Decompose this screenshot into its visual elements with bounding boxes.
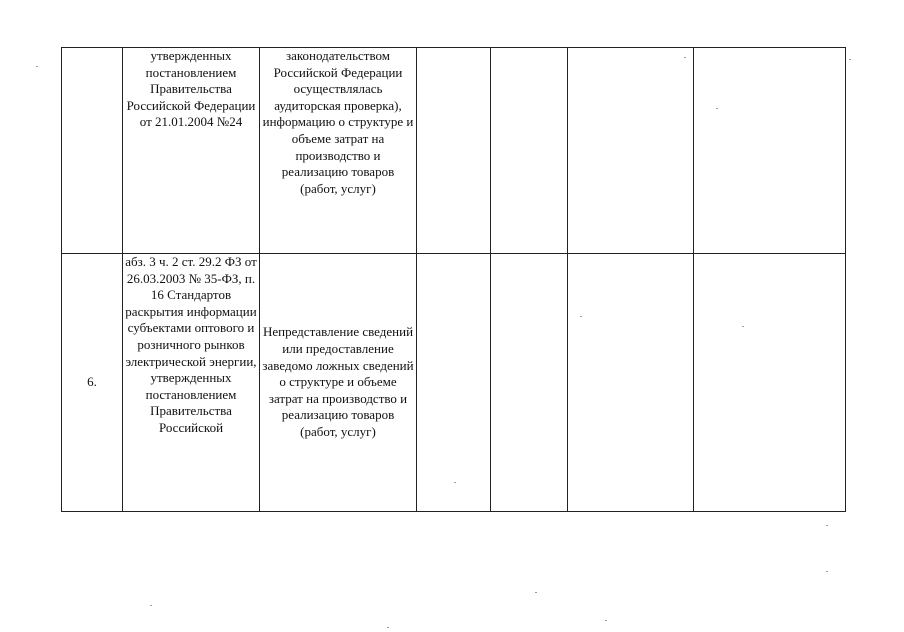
scan-speck	[742, 326, 744, 327]
legal-basis-cell	[123, 48, 260, 254]
empty-cell-4	[417, 48, 491, 254]
scan-speck	[580, 316, 582, 317]
empty-cell-6	[568, 48, 694, 254]
scan-speck	[716, 108, 718, 109]
scan-speck	[826, 571, 828, 572]
row-number: 6.	[87, 374, 97, 390]
empty-cell-5	[491, 254, 568, 512]
table-row	[62, 48, 846, 254]
violation-cell	[260, 48, 417, 254]
violation-text: Непредставление сведений или предоставление заведомо ложных сведений о структуре и объеме затрат на производство и реализацию товаров (работ, услуг)	[262, 324, 414, 439]
scan-speck	[535, 592, 537, 593]
legal-basis-text: утвержденных постановлением Правительства Российской Федерации от 21.01.2004 №24	[126, 48, 256, 130]
scan-speck	[387, 627, 389, 628]
scan-speck	[826, 525, 828, 526]
empty-cell-5	[491, 48, 568, 254]
empty-cell-6	[568, 254, 694, 512]
violation-cell	[260, 254, 417, 512]
scan-speck	[684, 57, 686, 58]
violations-table	[61, 47, 846, 512]
empty-cell-7	[694, 254, 846, 512]
empty-cell-4	[417, 254, 491, 512]
empty-cell-7	[694, 48, 846, 254]
scan-speck	[36, 66, 38, 67]
scan-speck	[150, 605, 152, 606]
row-number-cell	[62, 254, 123, 512]
row-number-cell	[62, 48, 123, 254]
scan-speck	[454, 482, 456, 483]
table-row	[62, 254, 846, 512]
legal-basis-text: абз. 3 ч. 2 ст. 29.2 ФЗ от 26.03.2003 № 35-ФЗ, п. 16 Стандартов раскрытия информации субъектами оптового и розничного рынков электрической энергии, утвержденных постановлением Правительства Российской	[125, 254, 257, 435]
scan-speck	[849, 59, 851, 60]
violation-text: законодательством Российской Федерации осуществлялась аудиторская проверка), информацию о структуре и объеме затрат на производство и реализацию товаров (работ, услуг)	[262, 48, 414, 196]
legal-basis-cell	[123, 254, 260, 512]
scan-speck	[605, 620, 607, 621]
